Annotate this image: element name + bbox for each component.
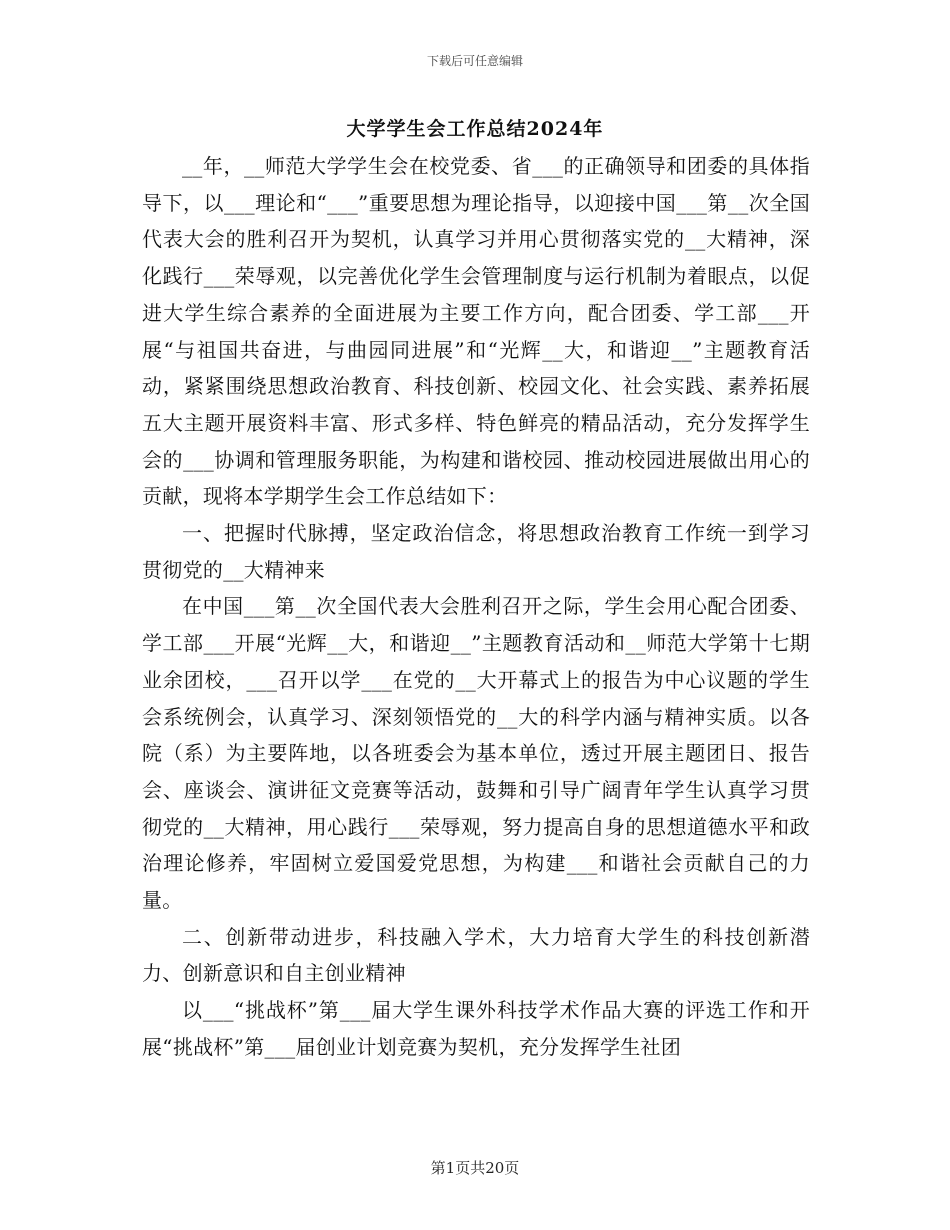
page-number-footer: 第1页共20页 xyxy=(430,1159,520,1177)
paragraph-intro: __年，__师范大学学生会在校党委、省___的正确领导和团委的具体指导下，以___理论和“___”重要思想为理论指导，以迎接中国___第__次全国代表大会的胜利召开为契机，认真学习并用心贯彻落实党的__大精神，深化践行___荣辱观，以完善优化学生会管理制度与运行机制为着眼点，以促进大学生综合素养的全面进展为主要工作方向，配合团委、学工部___开展“与祖国共奋进，与曲园同进展”和“光辉__大，和谐迎__”主题教育活动，紧紧围绕思想政治教育、科技创新、校园文化、社会实践、素养拓展五大主题开展资料丰富、形式多样、特色鲜亮的精品活动，充分发挥学生会的___协调和管理服务职能，为构建和谐校园、推动校园进展做出用心的贡献，现将本学期学生会工作总结如下： xyxy=(142,154,810,509)
paragraph-section-1: 在中国___第__次全国代表大会胜利召开之际，学生会用心配合团委、学工部___开展“光辉__大，和谐迎__”主题教育活动和__师范大学第十七期业余团校，___召开以学___在党的__大开幕式上的报告为中心议题的学生会系统例会，认真学习、深刻领悟党的__大的科学内涵与精神实质。以各院（系）为主要阵地，以各班委会为基本单位，透过开展主题团日、报告会、座谈会、演讲征文竞赛等活动，鼓舞和引导广阔青年学生认真学习贯彻党的__大精神，用心践行___荣辱观，努力提高自身的思想道德水平和政治理论修养，牢固树立爱国爱党思想，为构建___和谐社会贡献自己的力量。 xyxy=(142,594,810,913)
paragraph-section-2: 以___“挑战杯”第___届大学生课外科技学术作品大赛的评选工作和开展“挑战杯”第___届创业计划竞赛为契机，充分发挥学生社团 xyxy=(142,998,810,1059)
section-heading-1: 一、把握时代脉搏，坚定政治信念，将思想政治教育工作统一到学习贯彻党的__大精神来 xyxy=(142,521,810,582)
document-body xyxy=(142,148,810,1066)
section-heading-2: 二、创新带动进步，科技融入学术，大力培育大学生的科技创新潜力、创新意识和自主创业精神 xyxy=(142,924,810,986)
page-header-note: 下载后可任意编辑 xyxy=(426,54,523,68)
document-title: 大学学生会工作总结2024年 xyxy=(346,118,604,140)
